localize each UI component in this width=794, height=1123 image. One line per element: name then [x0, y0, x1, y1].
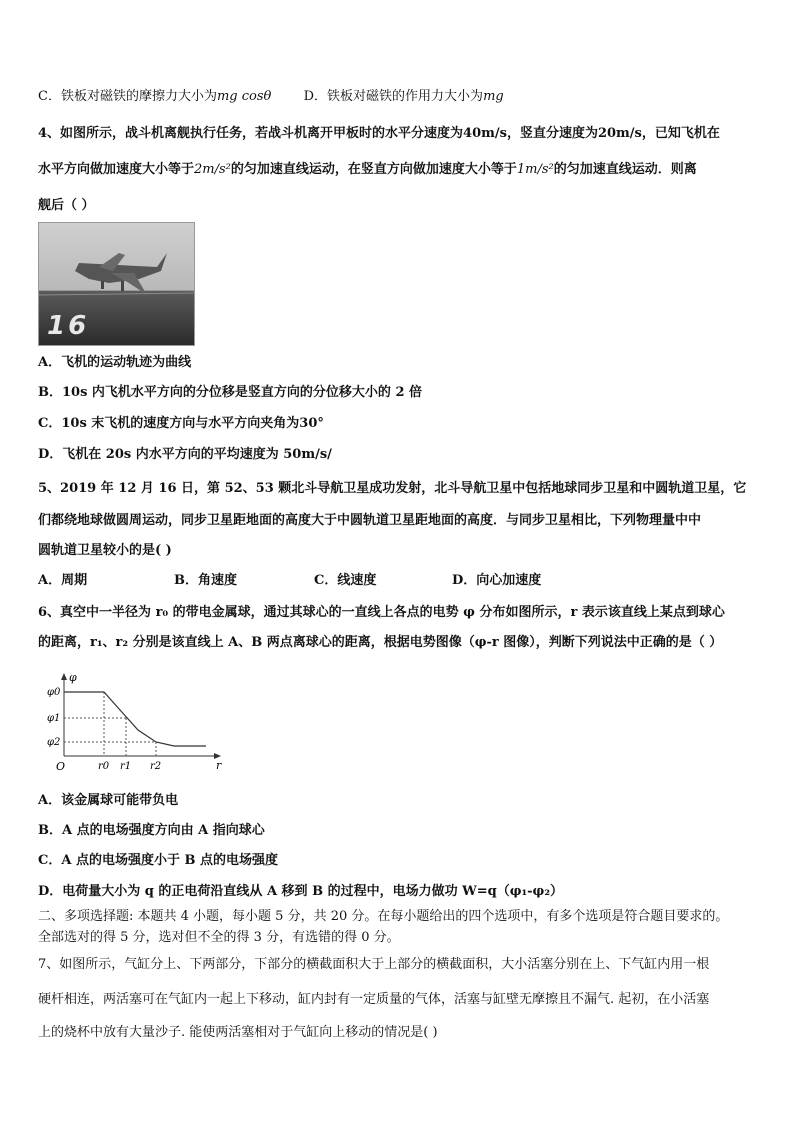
- r0-label: r0: [98, 761, 110, 772]
- q5-stem-line3: 圆轨道卫星较小的是( ): [38, 543, 172, 558]
- potential-curve: [64, 692, 206, 746]
- q4-stem-line3: 舰后（ ）: [38, 198, 95, 213]
- q3-option-d: D．铁板对磁铁的作用力大小为: [303, 89, 484, 104]
- q4-stem-line1: 4、如图所示，战斗机离舰执行任务，若战斗机离开甲板时的水平分速度为40m/s，竖直分速度为20m/s，已知飞机在: [38, 126, 720, 141]
- q4-option-d: D．飞机在 20s 内水平方向的平均速度为 50m/s/: [38, 447, 332, 462]
- q4-option-b: B．10s 内飞机水平方向的分位移是竖直方向的分位移大小的 2 倍: [38, 385, 423, 400]
- q4-stem-line2: 水平方向做加速度大小等于2m/s²的匀加速直线运动，在竖直方向做加速度大小等于1m/s²的匀加速直线运动．则离: [38, 162, 697, 177]
- q5-stem-line1: 5、2019 年 12 月 16 日，第 52、53 颗北斗导航卫星成功发射，北斗导航卫星中包括地球同步卫星和中圆轨道卫星，它: [38, 481, 747, 496]
- q5-stem-line2: 们都绕地球做圆周运动，同步卫星距地面的高度大于中圆轨道卫星距地面的高度．与同步卫星相比，下列物理量中中: [38, 513, 702, 528]
- fighter-jet-photo: [38, 222, 195, 346]
- q6-stem-line1: 6、真空中一半径为 r₀ 的带电金属球，通过其球心的一直线上各点的电势 φ 分布如图所示，r 表示该直线上某点到球心: [38, 605, 725, 620]
- phi0-label: φ0: [47, 687, 61, 698]
- phi1-label: φ1: [47, 713, 61, 724]
- q4-accel-h: 2m/s²: [194, 162, 231, 177]
- section2-instructions-line2: 全部选对的得 5 分，选对但不全的得 3 分，有选错的得 0 分。: [38, 930, 400, 945]
- q6-option-b: B．A 点的电场强度方向由 A 指向球心: [38, 823, 265, 838]
- q5-option-b: B．角速度: [174, 573, 237, 588]
- q4-option-a: A．飞机的运动轨迹为曲线: [38, 355, 192, 370]
- q6-stem-line2: 的距离，r₁、r₂ 分别是该直线上 A、B 两点离球心的距离，根据电势图像（φ-r 图像），判断下列说法中正确的是（ ）: [38, 635, 723, 650]
- q6-option-a: A．该金属球可能带负电: [38, 793, 179, 808]
- q5-option-c: C．线速度: [314, 573, 377, 588]
- r2-label: r2: [150, 761, 162, 772]
- phi2-label: φ2: [47, 737, 61, 748]
- q5-option-d: D．向心加速度: [452, 573, 542, 588]
- q6-option-d: D．电荷量大小为 q 的正电荷沿直线从 A 移到 B 的过程中，电场力做功 W=q（φ₁-φ₂）: [38, 884, 564, 899]
- q5-option-a: A．周期: [38, 573, 88, 588]
- q4-option-c: C．10s 末飞机的速度方向与水平方向夹角为30°: [38, 416, 324, 431]
- origin-label: O: [56, 760, 66, 772]
- r-axis-label: r: [216, 759, 222, 772]
- r1-label: r1: [120, 761, 132, 772]
- q7-stem-line3: 上的烧杯中放有大量沙子. 能使两活塞相对于气缸向上移动的情况是( ): [38, 1025, 438, 1040]
- q3-option-d-math: mg: [483, 89, 504, 104]
- q7-stem-line1: 7、如图所示，气缸分上、下两部分，下部分的横截面积大于上部分的横截面积，大小活塞分别在上、下气缸内用一根: [38, 957, 710, 972]
- q6-option-c: C．A 点的电场强度小于 B 点的电场强度: [38, 853, 278, 868]
- q4-accel-v: 1m/s²: [516, 162, 554, 177]
- q3-option-c-math: mg cosθ: [216, 89, 272, 104]
- potential-graph: [44, 672, 234, 772]
- q3-option-c: C．铁板对磁铁的摩擦力大小为: [38, 89, 217, 104]
- q7-stem-line2: 硬杆相连，两活塞可在气缸内一起上下移动，缸内封有一定质量的气体，活塞与缸壁无摩擦且不漏气. 起初，在小活塞: [38, 992, 710, 1007]
- q3-options-row: [38, 88, 764, 106]
- section2-instructions-line1: 二、多项选择题: 本题共 4 小题，每小题 5 分，共 20 分。在每小题给出的四个选项中，有多个选项是符合题目要求的。: [38, 909, 729, 924]
- phi-axis-label: φ: [69, 672, 77, 684]
- deck-number: 16: [47, 311, 90, 341]
